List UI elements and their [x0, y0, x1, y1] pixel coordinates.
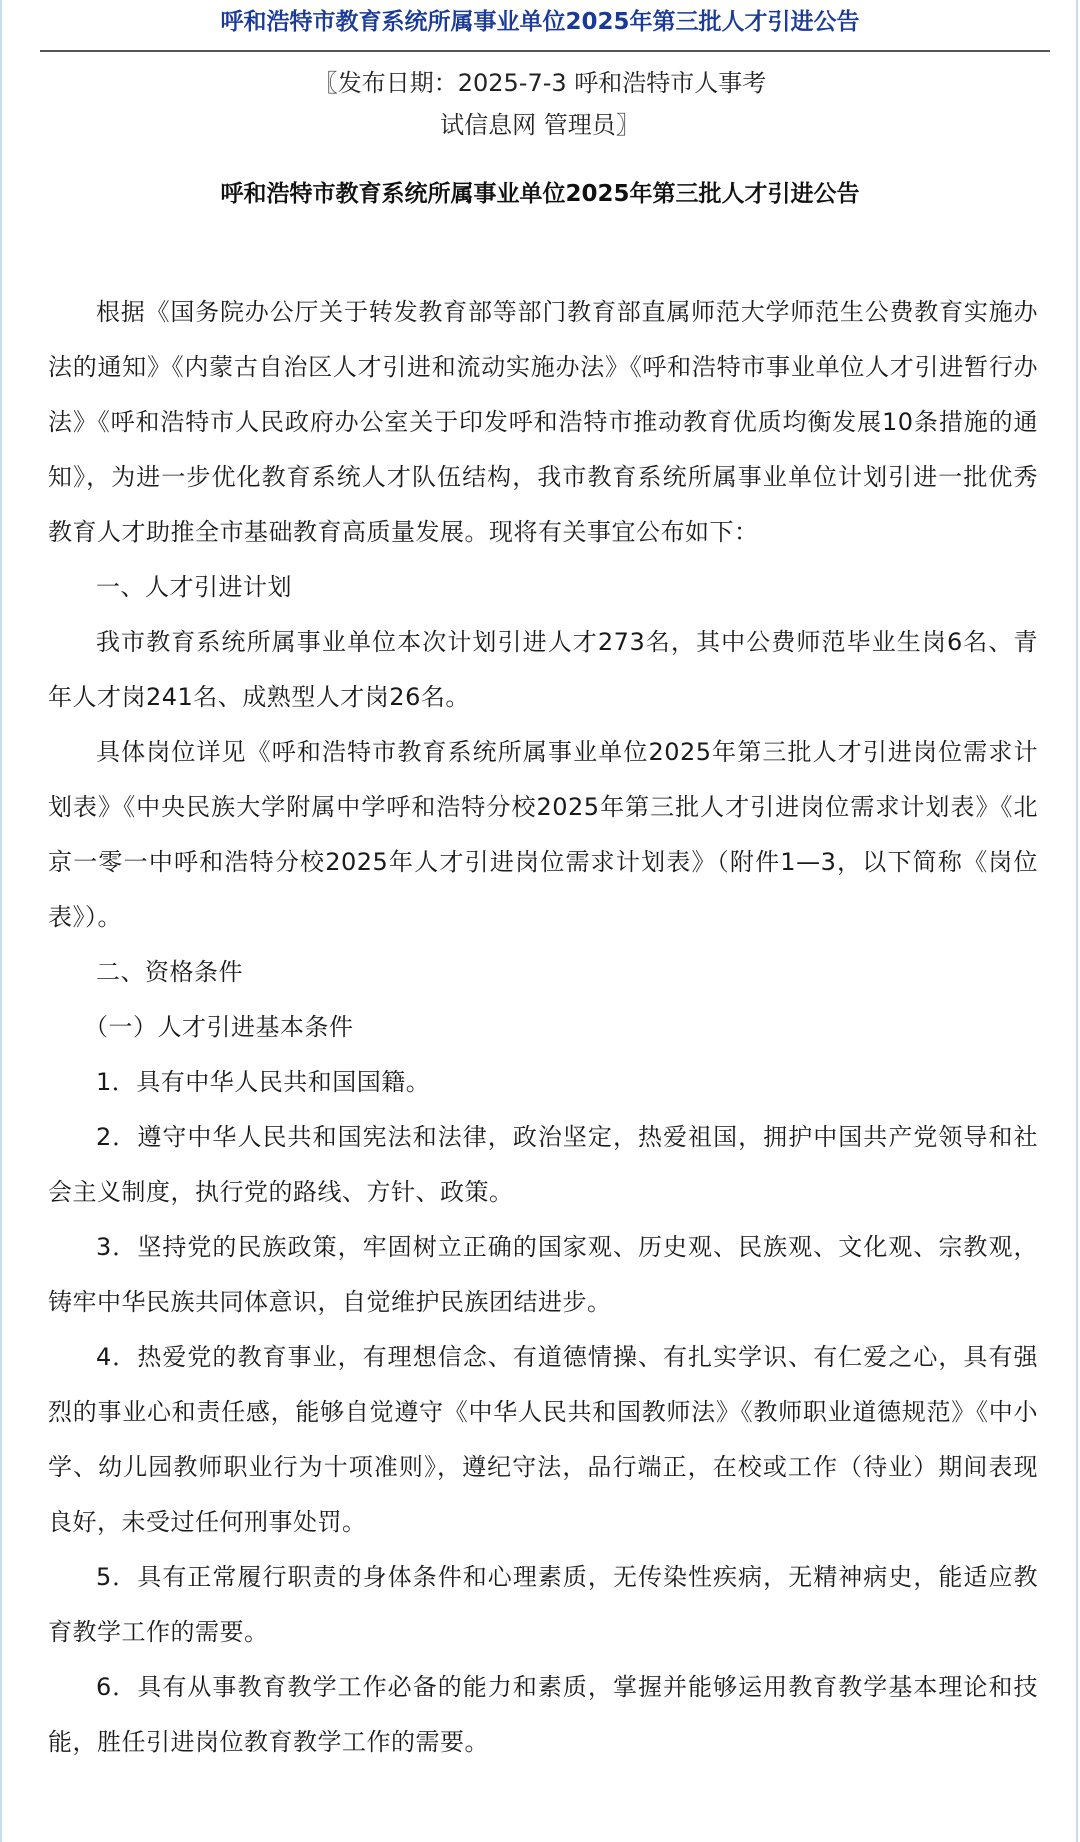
- article-body: [48, 285, 1038, 1770]
- paragraph-intro: 根据《国务院办公厅关于转发教育部等部门教育部直属师范大学师范生公费教育实施办法的通知》《内蒙古自治区人才引进和流动实施办法》《呼和浩特市事业单位人才引进暂行办法》《呼和浩特市人民政府办公室关于印发呼和浩特市推动教育优质均衡发展10条措施的通知》，为进一步优化教育系统人才队伍结构，我市教育系统所属事业单位计划引进一批优秀教育人才助推全市基础教育高质量发展。现将有关事宜公布如下：: [48, 298, 1038, 546]
- section-heading-plan: 一、人才引进计划: [96, 573, 292, 601]
- page-header-title: 呼和浩特市教育系统所属事业单位2025年第三批人才引进公告: [220, 9, 860, 35]
- condition-item: 3．坚持党的民族政策，牢固树立正确的国家观、历史观、民族观、文化观、宗教观，铸牢中华民族共同体意识，自觉维护民族团结进步。: [48, 1233, 1038, 1316]
- condition-item: 1．具有中华人民共和国国籍。: [96, 1068, 431, 1096]
- publish-info-line-2: 试信息网 管理员〗: [440, 111, 640, 139]
- condition-item: 2．遵守中华人民共和国宪法和法律，政治坚定，热爱祖国，拥护中国共产党领导和社会主义制度，执行党的路线、方针、政策。: [48, 1123, 1038, 1206]
- header-divider: [40, 50, 1050, 52]
- publish-info: [0, 62, 1080, 146]
- paragraph-positions: 具体岗位详见《呼和浩特市教育系统所属事业单位2025年第三批人才引进岗位需求计划表》《中央民族大学附属中学呼和浩特分校2025年第三批人才引进岗位需求计划表》《北京一零一中呼和浩特分校2025年人才引进岗位需求计划表》（附件1—3，以下简称《岗位表》）。: [48, 738, 1038, 931]
- subsection-heading-basic: （一）人才引进基本条件: [84, 1013, 354, 1041]
- condition-item: 4．热爱党的教育事业，有理想信念、有道德情操、有扎实学识、有仁爱之心，具有强烈的事业心和责任感，能够自觉遵守《中华人民共和国教师法》《教师职业道德规范》《中小学、幼儿园教师职业行为十项准则》，遵纪守法，品行端正，在校或工作（待业）期间表现良好，未受过任何刑事处罚。: [48, 1343, 1038, 1536]
- condition-item: 5．具有正常履行职责的身体条件和心理素质，无传染性疾病，无精神病史，能适应教育教学工作的需要。: [48, 1563, 1038, 1646]
- publish-info-line-1: 〖发布日期：2025-7-3 呼和浩特市人事考: [313, 69, 767, 97]
- section-heading-qualifications: 二、资格条件: [96, 958, 243, 986]
- condition-item: 6．具有从事教育教学工作必备的能力和素质，掌握并能够运用教育教学基本理论和技能，胜任引进岗位教育教学工作的需要。: [48, 1673, 1038, 1756]
- paragraph-plan: 我市教育系统所属事业单位本次计划引进人才273名，其中公费师范毕业生岗6名、青年人才岗241名、成熟型人才岗26名。: [48, 628, 1038, 711]
- article-title: 呼和浩特市教育系统所属事业单位2025年第三批人才引进公告: [220, 181, 860, 207]
